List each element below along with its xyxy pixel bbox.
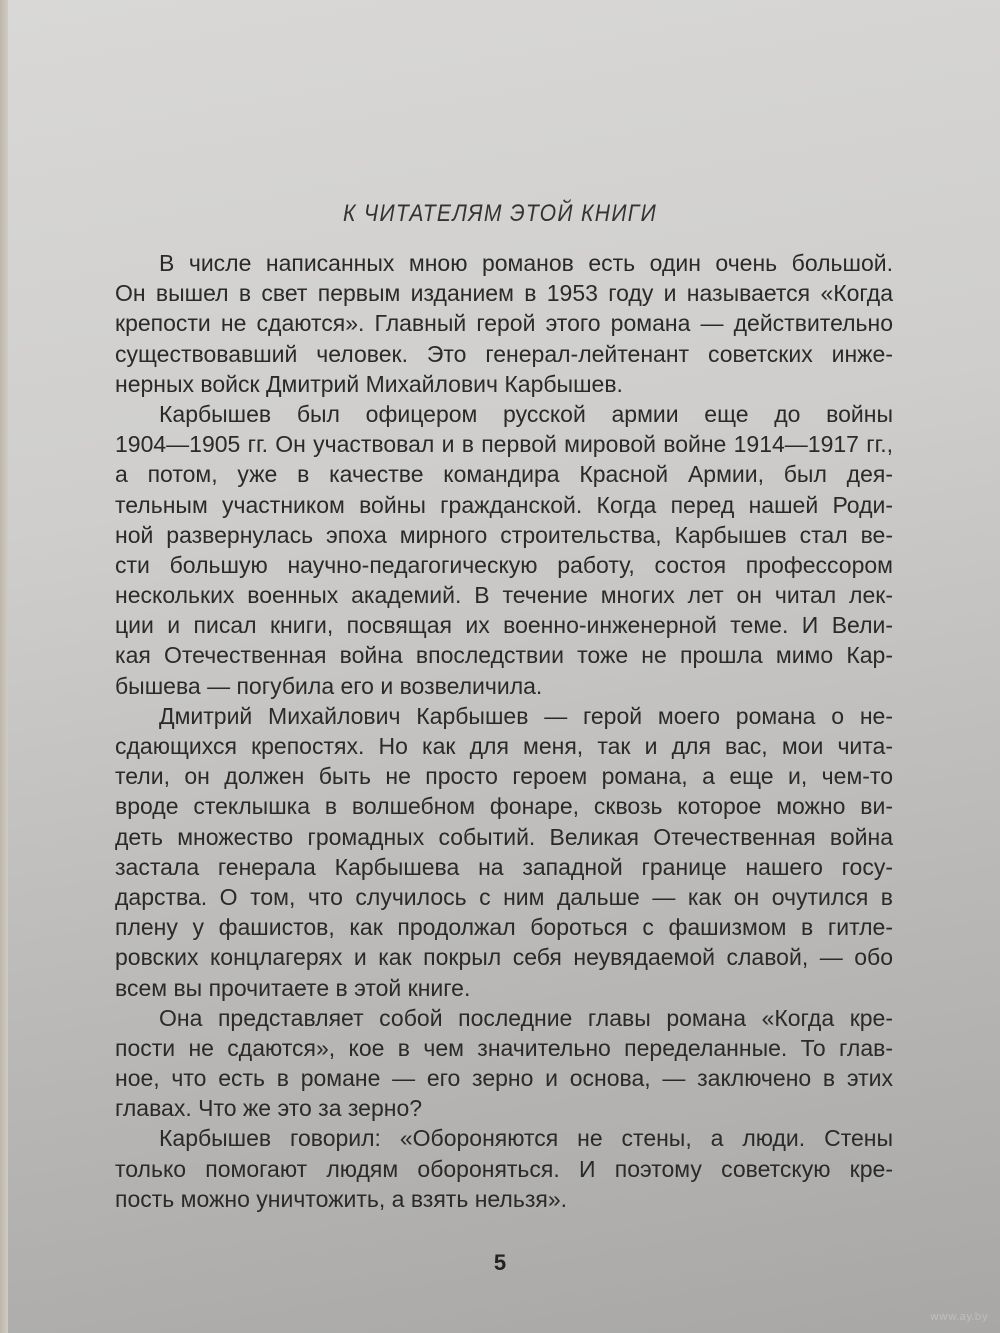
- text-line-content: Дмитрий Михайлович Карбышев — герой моего романа о не-: [159, 702, 893, 729]
- text-line: [115, 973, 893, 1003]
- text-line: [115, 1184, 893, 1214]
- text-line-content: бышева — погубила его и возвеличила.: [115, 672, 543, 699]
- text-line: [115, 640, 893, 670]
- text-line: [115, 822, 893, 852]
- text-line-content: кая Отечественная война впоследствии тоже не прошла мимо Кар-: [115, 642, 893, 669]
- text-line: [115, 339, 893, 369]
- text-line: [115, 369, 893, 399]
- text-line-content: застала генерала Карбышева на западной границе нашего госу-: [115, 853, 893, 880]
- text-line-content: существовавший человек. Это генерал-лейтенант советских инже-: [115, 340, 893, 367]
- text-line-content: деть множество громадных событий. Великая Отечественная война: [115, 823, 893, 850]
- text-line-content: пость можно уничтожить, а взять нельзя».: [115, 1185, 568, 1212]
- text-line: [115, 399, 893, 429]
- text-line-content: главах. Что же это за зерно?: [115, 1095, 423, 1122]
- text-line: [115, 852, 893, 882]
- text-line-content: ной развернулась эпоха мирного строительства, Карбышев стал ве-: [115, 521, 893, 548]
- text-line-content: Он вышел в свет первым изданием в 1953 году и называется «Когда: [115, 280, 893, 307]
- text-line-content: В числе написанных мною романов есть один очень большой.: [159, 250, 893, 276]
- text-line: [115, 671, 893, 701]
- text-line: [115, 731, 893, 761]
- text-line-content: крепости не сдаются». Главный герой этого романа — действительно: [115, 310, 893, 337]
- text-line-content: дарства. О том, что случилось с ним дальше — как он очутился в: [115, 883, 893, 910]
- text-line: [115, 459, 893, 489]
- text-line: [115, 761, 893, 791]
- text-line: [115, 429, 893, 459]
- text-line: [115, 1063, 893, 1093]
- text-line-content: Карбышев говорил: «Обороняются не стены, а люди. Стены: [159, 1125, 893, 1152]
- text-line-content: всем вы прочитаете в этой книге.: [115, 974, 471, 1001]
- text-line-content: нерных войск Дмитрий Михайлович Карбышев.: [115, 370, 623, 397]
- text-line: [115, 580, 893, 610]
- text-line: [115, 1154, 893, 1184]
- text-line-content: только помогают людям обороняться. И поэтому советскую кре-: [115, 1155, 893, 1182]
- book-spine-edge: [0, 0, 8, 1333]
- text-line-content: плену у фашистов, как продолжал бороться с фашизмом в гитле-: [115, 914, 893, 941]
- text-line-content: вроде стеклышка в волшебном фонаре, сквозь которое можно ви-: [115, 793, 893, 820]
- text-line: [115, 248, 893, 278]
- text-line: [115, 791, 893, 821]
- chapter-title: К ЧИТАТЕЛЯМ ЭТОЙ КНИГИ: [342, 200, 658, 227]
- text-line-content: пости не сдаются», кое в чем значительно переделанные. То глав-: [115, 1034, 893, 1061]
- text-line-content: тельным участником войны гражданской. Когда перед нашей Роди-: [115, 491, 893, 518]
- text-line: [115, 912, 893, 942]
- text-line-content: нескольких военных академий. В течение многих лет он читал лек-: [115, 582, 893, 609]
- text-line: [115, 610, 893, 640]
- text-line-content: сти большую научно-педагогическую работу, состоя профессором: [115, 551, 893, 578]
- text-line: [115, 1033, 893, 1063]
- text-line-content: ное, что есть в романе — его зерно и основа, — заключено в этих: [115, 1065, 893, 1092]
- text-line: [115, 490, 893, 520]
- text-line-content: ции и писал книги, посвящая их военно-инженерной теме. И Вели-: [115, 612, 893, 639]
- text-line-content: а потом, уже в качестве командира Красной Армии, был дея-: [115, 461, 893, 488]
- text-line: [115, 308, 893, 338]
- text-line: [115, 520, 893, 550]
- watermark: www.ay.by: [929, 1310, 988, 1323]
- text-line: [115, 882, 893, 912]
- text-line: [115, 1003, 893, 1033]
- text-line: [115, 278, 893, 308]
- text-line-content: Она представляет собой последние главы романа «Когда кре-: [159, 1004, 893, 1031]
- text-line-content: ровских концлагерях и как покрыл себя неувядаемой славой, — обо: [115, 944, 893, 971]
- text-line: [115, 701, 893, 731]
- text-line: [115, 550, 893, 580]
- text-line: [115, 1093, 893, 1123]
- text-line: [115, 942, 893, 972]
- text-line-content: 1904—1905 гг. Он участвовал и в первой мировой войне 1914—1917 гг.,: [115, 431, 893, 458]
- text-line-content: тели, он должен быть не просто героем романа, а еще и, чем-то: [115, 763, 893, 790]
- text-line: [115, 1123, 893, 1153]
- text-line-content: сдающихся крепостях. Но как для меня, так и для вас, мои чита-: [115, 733, 893, 759]
- text-line-content: Карбышев был офицером русской армии еще до войны: [159, 400, 893, 427]
- page-number: 5: [493, 1250, 507, 1275]
- body-text: [115, 248, 893, 1214]
